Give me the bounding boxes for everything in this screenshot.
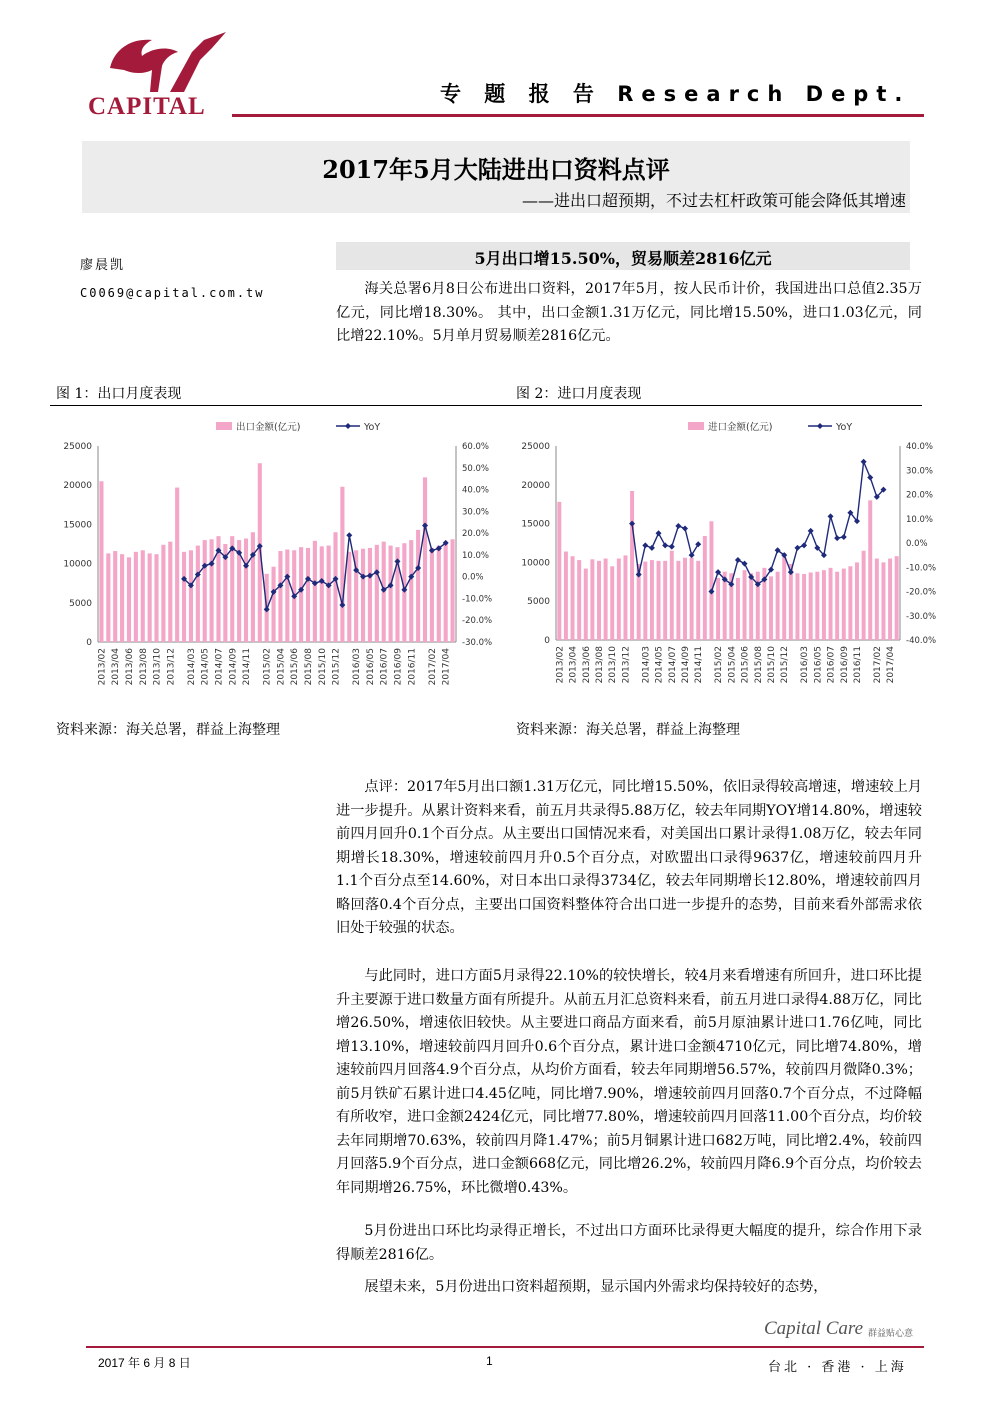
- yoy-point: [649, 545, 655, 551]
- x-tick-label: 2017/02: [872, 646, 883, 684]
- x-tick-label: 2013/12: [166, 648, 177, 686]
- y-right-tick-label: -40.0%: [906, 636, 936, 646]
- bar: [617, 559, 621, 640]
- header-divider: [232, 114, 924, 117]
- bar: [203, 540, 207, 642]
- bar: [842, 569, 846, 640]
- bar: [604, 559, 608, 640]
- x-tick-label: 2013/10: [608, 646, 619, 684]
- bar: [683, 558, 687, 640]
- x-tick-label: 2015/02: [262, 648, 273, 686]
- footer-divider: [86, 1346, 924, 1348]
- y-right-tick-label: 10.0%: [462, 550, 490, 561]
- bar: [285, 549, 289, 642]
- bar: [881, 562, 885, 640]
- y-left-tick-label: 10000: [63, 559, 92, 570]
- yoy-point: [675, 523, 681, 529]
- bar: [244, 539, 248, 642]
- x-tick-label: 2015/12: [780, 646, 791, 684]
- bar: [709, 521, 713, 640]
- yoy-point: [636, 572, 642, 578]
- yoy-point: [401, 587, 407, 593]
- yoy-point: [669, 544, 675, 550]
- x-tick-label: 2013/06: [124, 648, 135, 686]
- yoy-point: [735, 557, 741, 563]
- x-tick-label: 2013/04: [568, 646, 579, 684]
- bar: [271, 567, 275, 642]
- bar: [650, 560, 654, 640]
- y-right-tick-label: 30.0%: [462, 507, 490, 518]
- bar: [389, 546, 393, 642]
- x-tick-label: 2015/10: [767, 646, 777, 684]
- bar: [196, 546, 200, 642]
- highlight-headline: 5月出口增15.50%，贸易顺差2816亿元: [474, 249, 772, 268]
- y-right-tick-label: 20.0%: [462, 529, 490, 540]
- bar: [809, 572, 813, 640]
- bar: [450, 539, 454, 642]
- yoy-point: [801, 542, 807, 548]
- bar: [141, 550, 145, 642]
- bar: [716, 578, 720, 640]
- bar: [676, 561, 680, 640]
- x-tick-label: 2016/05: [365, 648, 376, 686]
- x-tick-label: 2016/11: [407, 648, 418, 686]
- legend-line-marker: [817, 423, 823, 429]
- yoy-point: [841, 534, 847, 540]
- logo-text: CAPITAL: [88, 93, 206, 120]
- y-left-tick-label: 25000: [521, 442, 550, 452]
- bar: [416, 530, 420, 642]
- y-right-tick-label: 0.0%: [906, 539, 928, 549]
- bar: [168, 542, 172, 642]
- yoy-point: [346, 532, 352, 538]
- bar: [189, 550, 193, 642]
- x-tick-label: 2017/04: [886, 646, 897, 684]
- capital-care-brand-cn: 群益贴心意: [868, 1329, 914, 1339]
- y-right-tick-label: 30.0%: [906, 466, 934, 477]
- x-tick-label: 2013/12: [621, 646, 632, 684]
- intro-paragraph: 海关总署6月8日公布进出口资料，2017年5月，按人民币计价，我国进出口总值2.35万亿元，同比增18.30%。 其中，出口金额1.31万亿元，同比增15.50%，进口1.03亿元，同比增22.10%。5月单月贸易顺差2816亿元。: [336, 281, 922, 344]
- x-tick-label: 2017/04: [441, 648, 452, 686]
- bar: [99, 481, 103, 642]
- y-right-tick-label: -10.0%: [906, 563, 936, 574]
- bar: [835, 572, 839, 640]
- bar: [829, 568, 833, 640]
- y-right-tick-label: 10.0%: [906, 514, 934, 525]
- y-right-tick-label: -20.0%: [462, 616, 493, 627]
- bar: [333, 532, 337, 642]
- bar: [822, 570, 826, 640]
- bar: [584, 569, 588, 640]
- body-paragraph-3: 5月份进出口环比均录得正增长，不过出口方面环比录得更大幅度的提升，综合作用下录得顺差2816亿。: [336, 1223, 922, 1263]
- yoy-point: [794, 545, 800, 551]
- x-tick-label: 2013/02: [555, 646, 566, 684]
- yoy-point: [367, 573, 373, 579]
- figure-2-title: 图 2：进口月度表现: [516, 386, 642, 402]
- yoy-point: [264, 606, 270, 612]
- bar: [299, 547, 303, 642]
- bar: [862, 551, 866, 640]
- y-right-tick-label: 40.0%: [462, 485, 490, 496]
- yoy-point: [708, 589, 714, 595]
- bar: [690, 558, 694, 640]
- bar: [577, 560, 581, 640]
- bar: [643, 562, 647, 640]
- bar: [875, 559, 879, 640]
- y-left-tick-label: 15000: [63, 520, 92, 531]
- bar: [597, 561, 601, 640]
- body-paragraph-4: 展望未来，5月份进出口资料超预期，显示国内外需求均保持较好的态势，: [364, 1279, 828, 1295]
- bar: [657, 561, 661, 640]
- yoy-point: [429, 548, 435, 554]
- yoy-point: [656, 530, 662, 536]
- bar: [743, 570, 747, 640]
- body-paragraph-1: 点评：2017年5月出口额1.31万亿元，同比增15.50%，依旧录得较高增速，增速较上月进一步提升。从累计资料来看，前五月共录得5.88万亿，较去年同期YOY增14.80%，增速较前四月回升0.1个百分点。从主要出口国情况来看，对美国出口累计录得1.08万亿，较去年同期增长18.30%，增速较前四月升0.5个百分点，对欧盟出口录得9637亿，增速较前四月升1.1个百分点至14.60%，对日本出口录得3734亿，较去年同期增长12.80%，增速较前四月略回落0.4个百分点，主要出口国资料整体符合出口进一步提升的态势，目前来看外部需求依旧处于较强的状态。: [336, 779, 922, 936]
- header-title: 专 题 报 告 Research Dept.: [440, 82, 911, 106]
- bar: [868, 500, 872, 640]
- x-tick-label: 2016/09: [839, 646, 850, 684]
- yoy-point: [861, 459, 867, 465]
- capital-logo-icon: [100, 30, 230, 94]
- yoy-point: [834, 535, 840, 541]
- bar: [320, 546, 324, 642]
- bar: [409, 540, 413, 642]
- legend-bar-label: 出口金额(亿元): [236, 422, 301, 433]
- bar: [361, 549, 365, 642]
- yoy-point: [788, 569, 794, 575]
- legend-bar-label: 进口金额(亿元): [708, 422, 773, 433]
- bar: [782, 553, 786, 640]
- x-tick-label: 2014/07: [214, 648, 225, 686]
- yoy-point: [394, 558, 400, 564]
- bar: [444, 542, 448, 642]
- x-tick-label: 2015/10: [317, 648, 328, 686]
- capital-care-brand: Capital Care: [764, 1318, 864, 1339]
- x-tick-label: 2015/04: [276, 648, 287, 686]
- y-left-tick-label: 5000: [69, 598, 92, 609]
- bar: [696, 561, 700, 640]
- bar: [278, 551, 282, 642]
- bar: [182, 552, 186, 642]
- bar: [106, 553, 110, 642]
- bar: [848, 566, 852, 640]
- bar: [815, 572, 819, 640]
- bar: [210, 539, 214, 642]
- x-tick-label: 2014/05: [200, 648, 211, 686]
- bar: [230, 536, 234, 642]
- y-left-tick-label: 25000: [63, 442, 92, 452]
- bar: [306, 548, 310, 642]
- x-tick-label: 2017/02: [427, 648, 438, 686]
- bar: [736, 578, 740, 640]
- bar: [127, 557, 131, 642]
- bar: [749, 573, 753, 640]
- bar: [134, 552, 138, 642]
- x-tick-label: 2015/12: [331, 648, 342, 686]
- report-subtitle: ——进出口超预期，不过去杠杆政策可能会降低其增速: [521, 191, 906, 210]
- page-number: 1: [486, 1354, 493, 1368]
- bar: [313, 541, 317, 642]
- y-right-tick-label: 60.0%: [462, 442, 490, 452]
- x-tick-label: 2013/08: [138, 648, 149, 686]
- yoy-point: [629, 521, 635, 527]
- x-tick-label: 2015/06: [290, 648, 301, 686]
- x-tick-label: 2013/08: [595, 646, 605, 684]
- legend-bar-swatch: [688, 422, 704, 430]
- yoy-point: [642, 542, 648, 548]
- yoy-point: [374, 569, 380, 575]
- x-tick-label: 2014/09: [681, 646, 691, 684]
- bar: [437, 546, 441, 642]
- x-tick-label: 2014/11: [694, 646, 705, 684]
- x-tick-label: 2015/02: [714, 646, 725, 684]
- bar: [148, 553, 152, 642]
- y-left-tick-label: 0: [544, 636, 550, 646]
- yoy-point: [742, 561, 748, 567]
- y-right-tick-label: -10.0%: [462, 594, 493, 605]
- bar: [368, 548, 372, 642]
- y-left-tick-label: 0: [86, 638, 92, 648]
- x-tick-label: 2016/11: [853, 646, 863, 684]
- x-tick-label: 2016/03: [800, 646, 811, 684]
- legend-line-marker: [345, 423, 351, 429]
- x-tick-label: 2015/08: [303, 648, 314, 686]
- x-tick-label: 2013/04: [111, 648, 122, 686]
- bar: [430, 548, 434, 642]
- bar: [161, 545, 165, 642]
- report-title: 2017年5月大陆进出口资料点评: [322, 155, 670, 184]
- author-email[interactable]: C0069@capital.com.tw: [80, 286, 265, 300]
- y-left-tick-label: 10000: [521, 558, 550, 569]
- x-tick-label: 2015/08: [753, 646, 764, 684]
- figure-1-title: 图 1：出口月度表现: [56, 386, 182, 402]
- bar: [557, 502, 561, 640]
- y-left-tick-label: 5000: [527, 597, 550, 608]
- bar: [327, 546, 331, 642]
- bar: [120, 554, 124, 642]
- x-tick-label: 2015/04: [727, 646, 738, 684]
- y-right-tick-label: 20.0%: [906, 490, 934, 501]
- bar: [789, 564, 793, 640]
- x-tick-label: 2014/11: [242, 648, 253, 686]
- figure-1-source: 资料来源：海关总署，群益上海整理: [56, 722, 280, 738]
- footer-date: 2017 年 6 月 8 日: [98, 1356, 191, 1370]
- y-right-tick-label: -30.0%: [462, 638, 493, 648]
- bar: [630, 491, 634, 640]
- bar: [769, 576, 773, 640]
- figure-divider: [50, 405, 922, 406]
- y-left-tick-label: 20000: [521, 480, 550, 491]
- bar: [888, 559, 892, 640]
- y-left-tick-label: 20000: [63, 481, 92, 492]
- x-tick-label: 2014/05: [654, 646, 665, 684]
- x-tick-label: 2014/07: [667, 646, 678, 684]
- legend-bar-swatch: [216, 422, 232, 430]
- y-right-tick-label: 50.0%: [462, 463, 490, 474]
- yoy-point: [662, 542, 668, 548]
- bar: [571, 556, 575, 640]
- body-paragraph-2: 与此同时，进口方面5月录得22.10%的较快增长，较4月来看增速有所回升，进口环比提升主要源于进口数量方面有所提升。从前五月汇总资料来看，前五月进口录得4.88万亿，同比增26.50%，增速依旧较快。从主要进口商品方面来看，前5月原油累计进口1.76亿吨，同比增13.10%，增速较前四月回升0.6个百分点，累计进口金额4710亿元，同比增74.80%，增速较前四月回落4.9个百分点，从均价方面看，较去年同期增56.57%，较前四月微降0.3%；前5月铁矿石累计进口4.45亿吨，同比增7.90%，增速较前四月回落0.7个百分点，不过降幅有所收窄，进口金额2424亿元，同比增77.80%，增速较前四月回落11.00个百分点，均价较去年同期增70.63%，较前四月降1.47%；前5月铜累计进口682万吨，同比增2.4%，较前四月回落5.9个百分点，进口金额668亿元，同比增26.2%，较前四月降6.9个百分点，均价较去年同期增26.75%，环比微增0.43%。: [336, 968, 922, 1196]
- x-tick-label: 2013/02: [97, 648, 108, 686]
- x-tick-label: 2014/03: [641, 646, 652, 684]
- figure-2-source: 资料来源：海关总署，群益上海整理: [516, 722, 740, 738]
- x-tick-label: 2013/06: [581, 646, 592, 684]
- export-chart: [56, 412, 496, 712]
- bar: [670, 551, 674, 640]
- yoy-point: [808, 528, 814, 534]
- yoy-point: [682, 525, 688, 531]
- yoy-point: [422, 522, 428, 528]
- yoy-point: [867, 475, 873, 481]
- bar: [113, 551, 117, 642]
- x-tick-label: 2014/09: [228, 648, 239, 686]
- bar: [175, 488, 179, 642]
- legend-line-label: YoY: [836, 422, 853, 433]
- y-right-tick-label: 40.0%: [906, 442, 934, 452]
- bar: [895, 556, 899, 640]
- yoy-point: [689, 552, 695, 558]
- bar: [802, 574, 806, 640]
- bar: [795, 573, 799, 640]
- x-tick-label: 2016/07: [826, 646, 837, 684]
- x-tick-label: 2016/09: [393, 648, 404, 686]
- yoy-point: [339, 602, 345, 608]
- yoy-point: [828, 513, 834, 519]
- bar: [251, 532, 255, 642]
- legend-line-label: YoY: [364, 422, 381, 433]
- y-right-tick-label: 0.0%: [462, 572, 484, 583]
- office-cities: 台北 · 香港 · 上海: [768, 1360, 907, 1375]
- x-tick-label: 2016/07: [379, 648, 390, 686]
- bar: [154, 554, 158, 642]
- bar: [375, 545, 379, 642]
- author-name: 廖晨凯: [80, 258, 126, 273]
- y-right-tick-label: -30.0%: [906, 611, 936, 622]
- bar: [610, 566, 614, 640]
- x-tick-label: 2015/06: [740, 646, 751, 684]
- bar: [340, 487, 344, 642]
- bar: [590, 559, 594, 640]
- x-tick-label: 2016/05: [813, 646, 824, 684]
- bar: [423, 477, 427, 642]
- bar: [703, 536, 707, 640]
- bar: [564, 552, 568, 640]
- yoy-point: [695, 541, 701, 547]
- bar: [663, 561, 667, 640]
- y-right-tick-label: -20.0%: [906, 587, 936, 598]
- x-tick-label: 2013/10: [152, 648, 163, 686]
- bar: [623, 555, 627, 640]
- bar: [855, 562, 859, 640]
- import-chart: [516, 412, 936, 712]
- yoy-point: [209, 561, 215, 567]
- y-left-tick-label: 15000: [521, 519, 550, 530]
- x-tick-label: 2014/03: [186, 648, 197, 686]
- bar: [776, 572, 780, 640]
- bar: [347, 552, 351, 642]
- x-tick-label: 2016/03: [352, 648, 363, 686]
